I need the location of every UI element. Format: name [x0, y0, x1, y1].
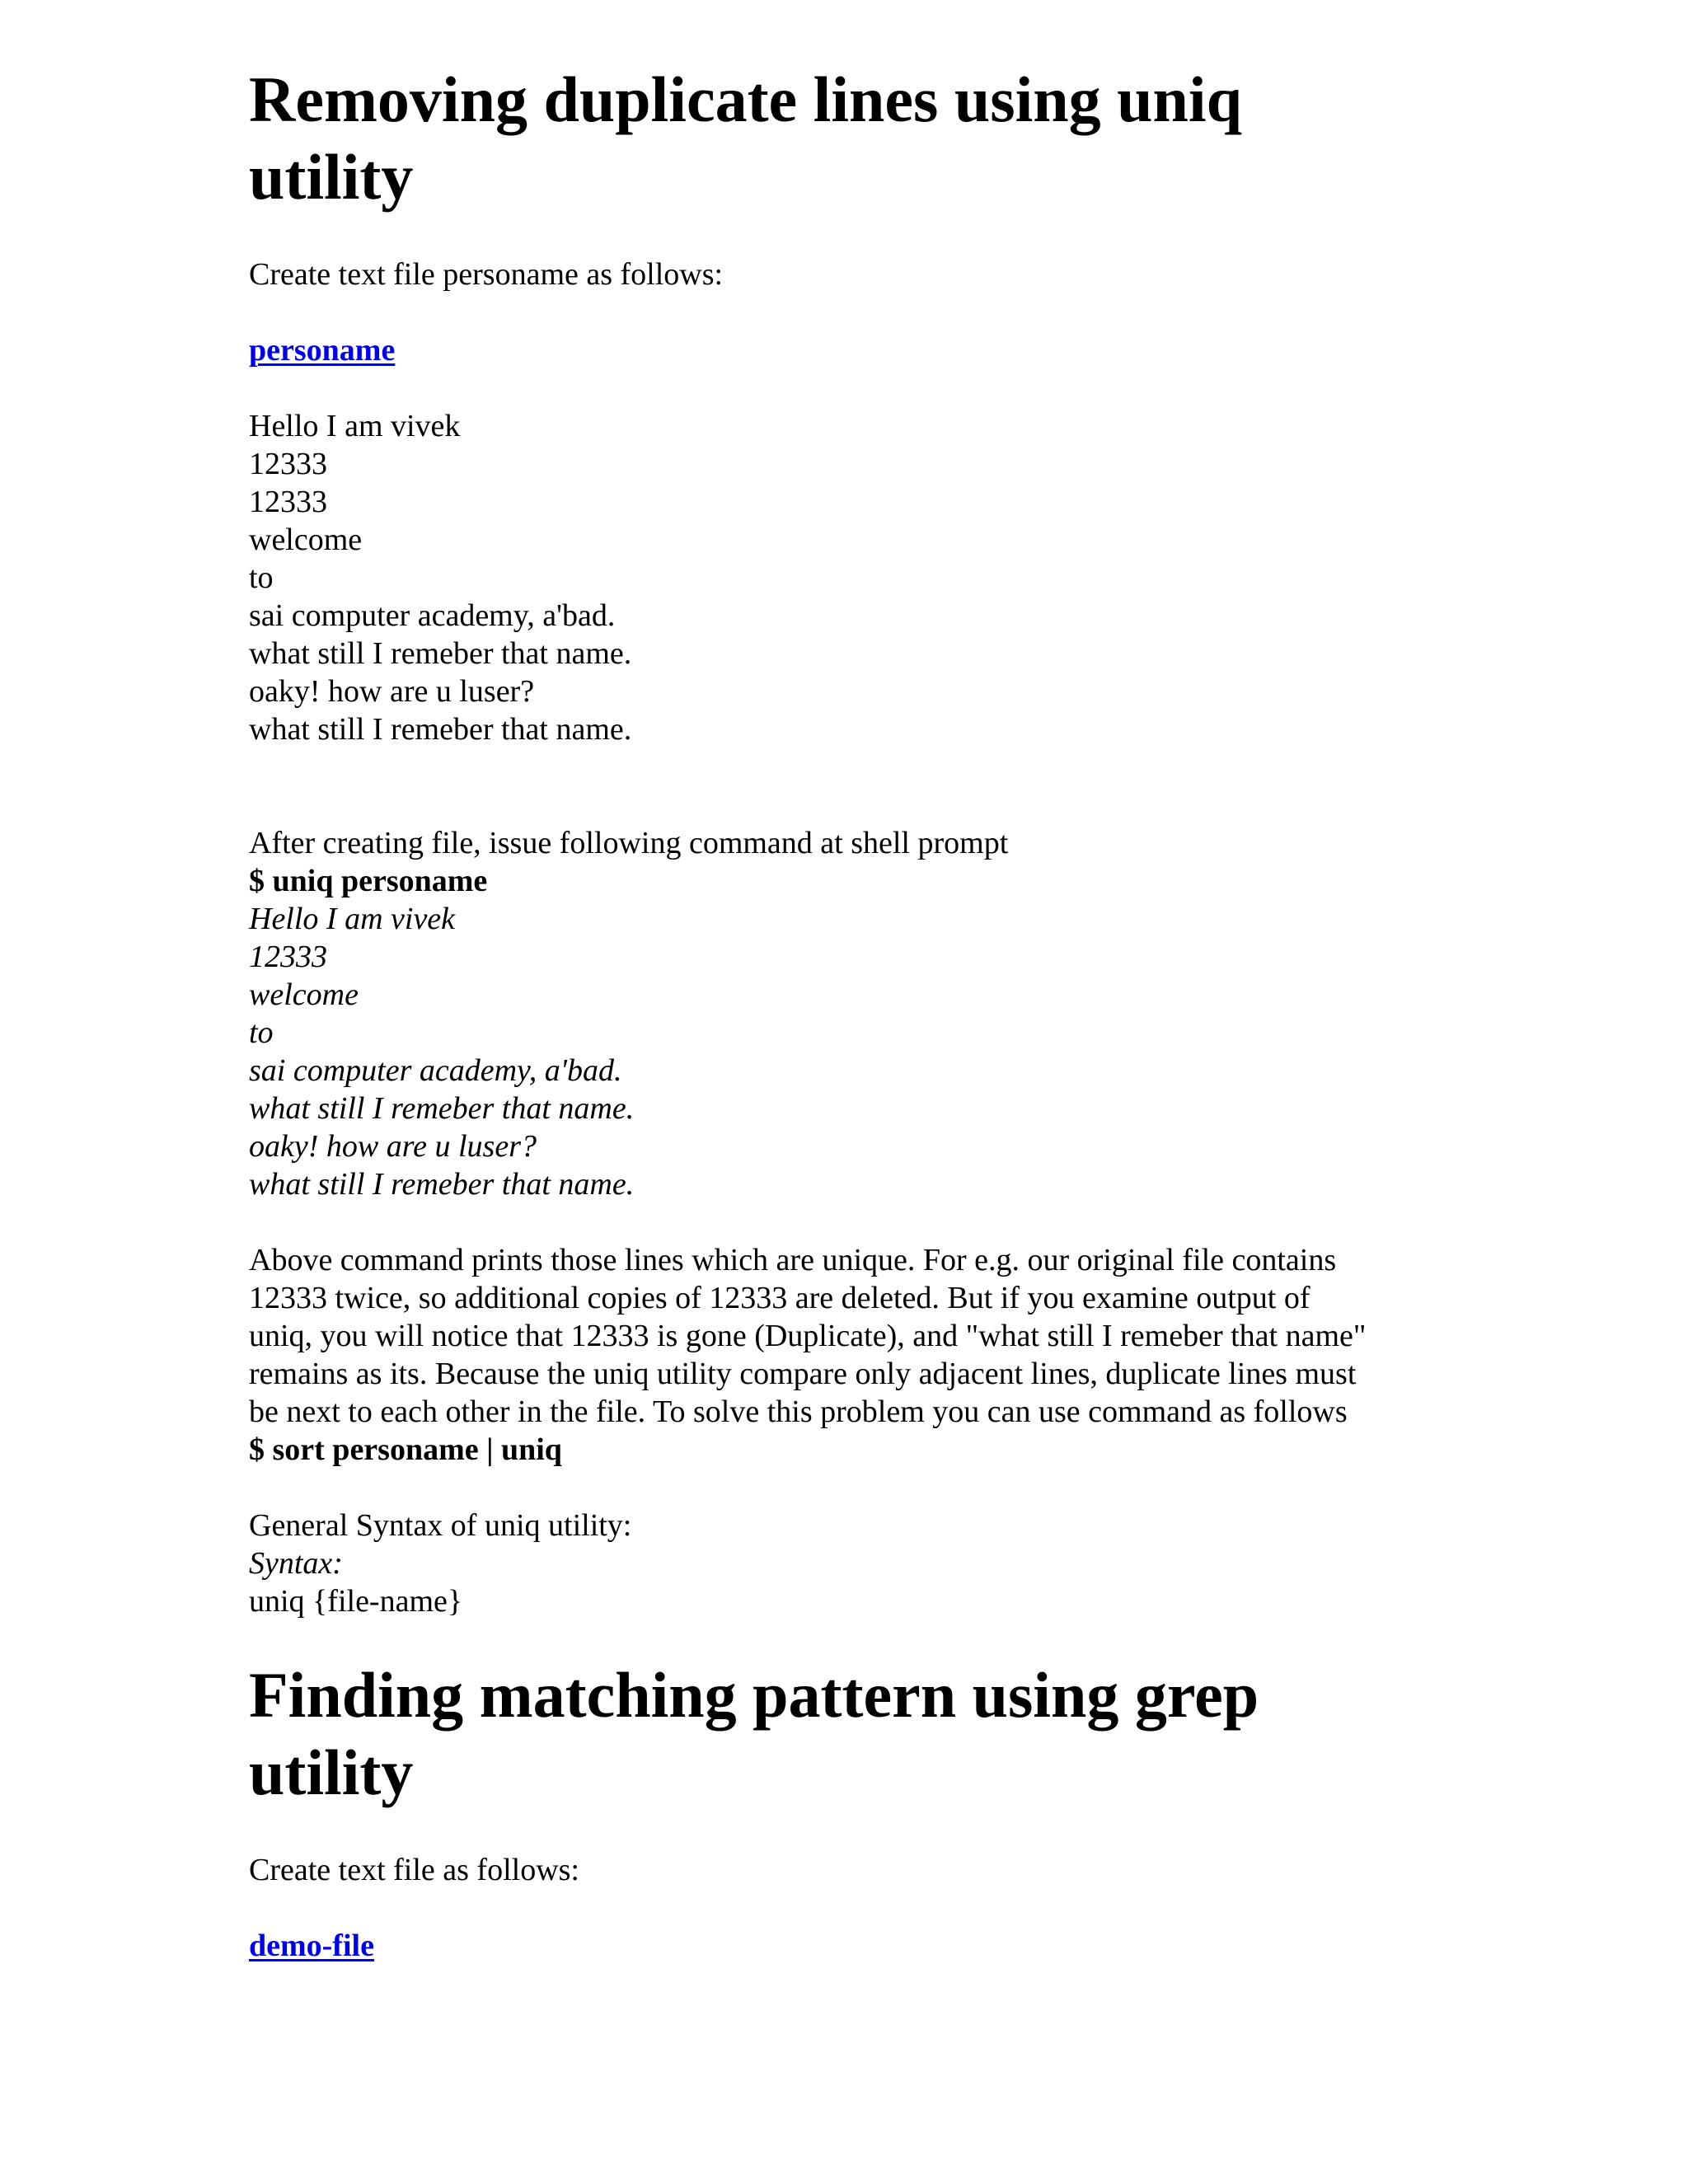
- explanation-line: remains as its. Because the uniq utility compare only adjacent lines, duplicate lines must: [249, 1357, 1357, 1391]
- demo-file-link[interactable]: demo-file: [249, 1929, 374, 1963]
- file-line: Hello I am vivek: [249, 409, 461, 443]
- document-page: [249, 53, 1452, 1965]
- sort-uniq-command: $ sort personame | uniq: [249, 1432, 562, 1467]
- heading-line: utility: [249, 141, 414, 213]
- file-contents: [249, 407, 1452, 748]
- output-line: welcome: [249, 977, 359, 1012]
- syntax-label: Syntax:: [249, 1546, 343, 1581]
- output-line: to: [249, 1015, 274, 1050]
- heading-line: utility: [249, 1736, 414, 1808]
- personame-file-link[interactable]: personame: [249, 333, 396, 368]
- after-creating-text: After creating file, issue following command at shell prompt: [249, 826, 1009, 860]
- file-line: oaky! how are u luser?: [249, 674, 535, 709]
- output-line: 12333: [249, 940, 327, 974]
- section-heading-uniq: [249, 61, 1452, 216]
- file-line: what still I remeber that name.: [249, 712, 632, 747]
- intro-text: Create text file personame as follows:: [249, 257, 724, 292]
- heading-line: Finding matching pattern using grep: [249, 1659, 1259, 1731]
- explanation-line: be next to each other in the file. To solve this problem you can use command as follows: [249, 1394, 1348, 1429]
- intro-text: Create text file as follows:: [249, 1853, 579, 1887]
- file-line: 12333: [249, 447, 327, 481]
- explanation-line: 12333 twice, so additional copies of 12333 are deleted. But if you examine output of: [249, 1281, 1311, 1315]
- section-heading-grep: [249, 1657, 1452, 1811]
- general-syntax-label: General Syntax of uniq utility:: [249, 1508, 632, 1543]
- file-line: sai computer academy, a'bad.: [249, 598, 616, 633]
- output-line: sai computer academy, a'bad.: [249, 1053, 622, 1088]
- file-line: welcome: [249, 523, 363, 557]
- uniq-command: $ uniq personame: [249, 864, 488, 898]
- output-line: Hello I am vivek: [249, 902, 456, 936]
- command-output: [249, 900, 1452, 1203]
- output-line: what still I remeber that name.: [249, 1167, 635, 1202]
- output-line: oaky! how are u luser?: [249, 1129, 537, 1164]
- explanation-paragraph: [249, 1241, 1452, 1431]
- heading-line: Removing duplicate lines using uniq: [249, 63, 1242, 135]
- file-line: what still I remeber that name.: [249, 636, 632, 671]
- file-line: 12333: [249, 485, 327, 519]
- explanation-line: Above command prints those lines which are unique. For e.g. our original file contains: [249, 1243, 1337, 1277]
- explanation-line: uniq, you will notice that 12333 is gone (Duplicate), and "what still I remeber that name": [249, 1319, 1367, 1353]
- syntax-value: uniq {file-name}: [249, 1584, 463, 1619]
- output-line: what still I remeber that name.: [249, 1091, 635, 1126]
- file-line: to: [249, 560, 274, 595]
